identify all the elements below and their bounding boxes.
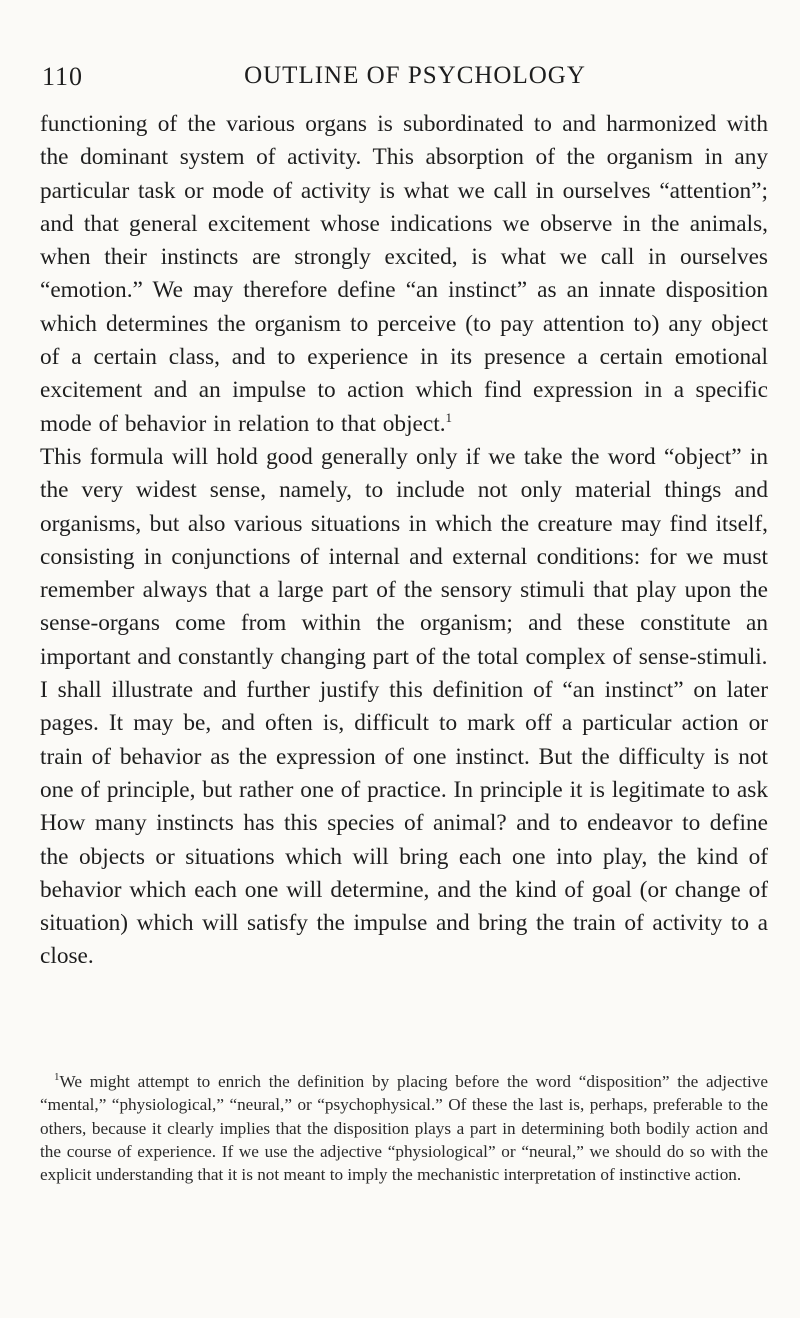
paragraph-1: [40, 108, 768, 441]
paragraph-3: I shall illustrate and further justify this definition of “an instinct” on later pages. It may be, and often is, difficult to mark off a particular action or train of behavior as the expression of one instinct. But the difficulty is not one of principle, but rather one of practice. In principle it is legitimate to ask How many instincts has this species of animal? and to endeavor to define the objects or situations which will bring each one into play, the kind of behavior which each one will determine, and the kind of goal (or change of situation) which will satisfy the impulse and bring the train of activity to a close.: [40, 677, 768, 970]
paragraph-2: This formula will hold good generally only if we take the word “object” in the very widest sense, namely, to include not only material things and organisms, but also various situations in which the creature may find itself, consisting in conjunctions of internal and external conditions: for we must remember always that a large part of the sensory stimuli that play upon the sense-organs come from within the organism; and these constitute an important and constantly changing part of the total complex of sense-stimuli.: [40, 443, 768, 670]
footnote-text: We might attempt to enrich the definition by placing before the word “disposition” the adjective “mental,” “physiological,” “neural,” or “psychophysical.” Of these the last is, perhaps, preferable to the others, because it clearly implies that the disposition plays a part in determining both bodily action and the course of experience. If we use the adjective “physiological” or “neural,” we should do so with the explicit understanding that it is not meant to imply the mechanistic interpretation of instinctive action.: [40, 1072, 768, 1185]
running-head: [42, 62, 758, 102]
footnote-reference: 1: [445, 409, 453, 425]
page-number: 110: [42, 62, 84, 91]
footnote-mark: 1: [54, 1071, 60, 1084]
footnote: [40, 1070, 768, 1186]
paragraph-1-text: functioning of the various organs is subordinated to and harmonized with the dominant system of activity. This absorption of the organism in any particular task or mode of activity is what we call in ourselves “attention”; and that general excitement whose indications we observe in the animals, when their instincts are strongly excited, is what we call in ourselves “emotion.” We may therefore define “an instinct” as an innate disposition which determines the organism to perceive (to pay attention to) any object of a certain class, and to experience in its presence a certain emotional excitement and an impulse to action which find expression in a specific mode of behavior in relation to that object.: [40, 111, 768, 437]
running-title: OUTLINE OF PSYCHOLOGY: [244, 62, 586, 89]
body-text: [40, 108, 768, 974]
